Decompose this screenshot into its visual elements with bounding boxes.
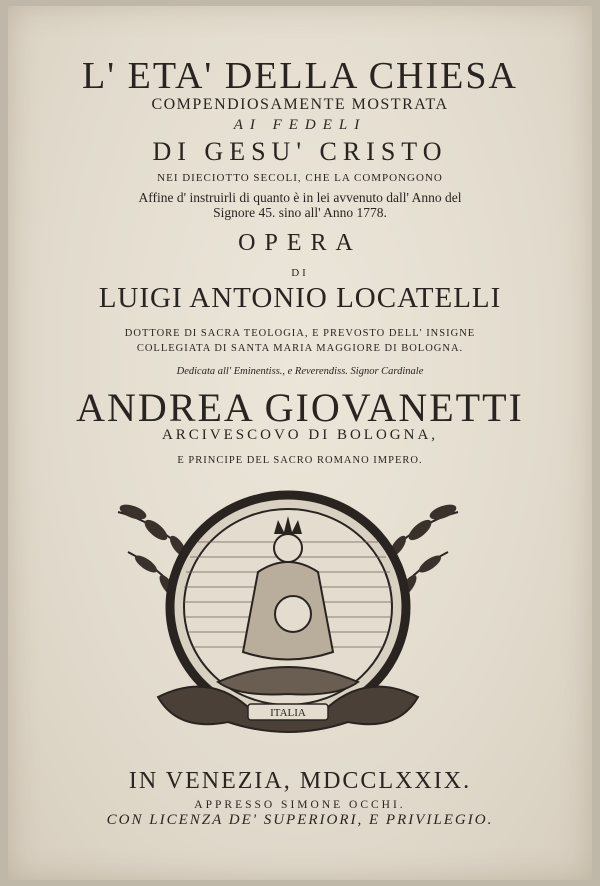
dedicatee-role-1: ARCIVESCOVO DI BOLOGNA, [161,427,439,443]
author-name: LUIGI ANTONIO LOCATELLI [98,282,502,314]
author-role-1: DOTTORE DI SACRA TEOLOGIA, E PREVOSTO DELL' INSIGNE [124,328,476,339]
purpose-line-2: Signore 45. sino all' Anno 1778. [213,205,387,220]
dedication-line: Dedicata all' Eminentiss., e Reverendiss. Signor Cardinale [176,366,424,377]
imprint-printer: APPRESSO SIMONE OCCHI. [194,799,406,811]
purpose-line-1: Affine d' instruirli di quanto è in lei avvenuto dall' Anno del [138,190,462,205]
imprint-place-date: IN VENEZIA, MDCCLXXIX. [128,768,472,794]
subtitle-line-4: NEI DIECIOTTO SECOLI, CHE LA COMPONGONO [157,172,443,184]
dedicatee-role-2: E PRINCIPE DEL SACRO ROMANO IMPERO. [177,455,423,466]
subtitle-line-1: COMPENDIOSAMENTE MOSTRATA [151,96,449,113]
dedicatee-name: ANDREA GIOVANETTI [76,385,524,430]
opera-label: OPERA [238,230,362,256]
subtitle-line-3: DI GESU' CRISTO [152,137,448,166]
di-label: DI [291,267,309,279]
imprint-license: CON LICENZA DE' SUPERIORI, E PRIVILEGIO. [106,812,494,828]
book-title: L' ETA' DELLA CHIESA [82,55,518,97]
title-page [8,6,592,880]
emblem-label: ITALIA [270,707,306,719]
author-role-2: COLLEGIATA DI SANTA MARIA MAGGIORE DI BOLOGNA. [136,343,464,354]
subtitle-line-2: AI FEDELI [233,117,367,133]
printer-device-emblem [98,482,478,744]
